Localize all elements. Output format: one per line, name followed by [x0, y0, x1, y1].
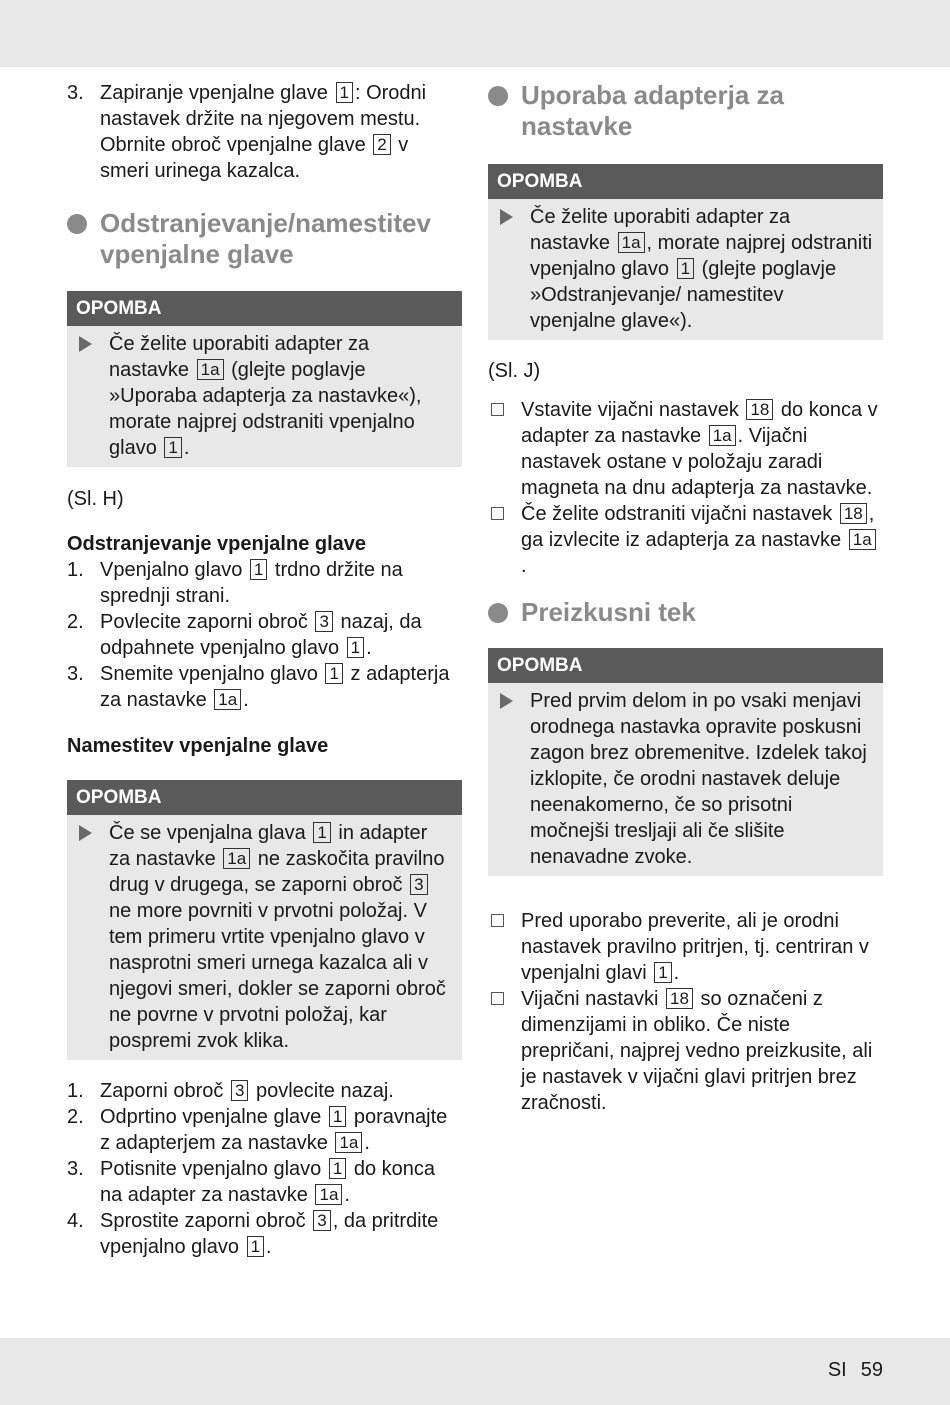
note-box — [488, 164, 883, 340]
note-title: OPOMBA — [67, 780, 462, 815]
list-text: Pred uporabo preverite, ali je orodni nastavek pravilno pritrjen, tj. centriran v vpenjalni glavi 1 . — [521, 910, 869, 984]
list-item — [488, 501, 883, 579]
note-title: OPOMBA — [67, 291, 462, 326]
note-body: Če se vpenjalna glava 1 in adapter za nastavke 1a ne zaskočita pravilno drug v drugega, se zaporni obroč 3 ne more povrniti v prvotni položaj. V tem primeru vrtite vpenjalno glavo v nasprotni smeri urnega kazalca ali v njegovi smeri, dokler se zaporni obroč ne povrne v prvotni položaj, kar pospremi zvok klika. — [67, 815, 462, 1060]
part-number-ref: 3 — [231, 1080, 248, 1101]
note-title: OPOMBA — [488, 648, 883, 683]
list-text: Vijačni nastavki 18 so označeni z dimenzijami in obliko. Če niste prepričani, najprej vedno preizkusite, ali je nastavek v vijačni glavi pritrjen brez zračnosti. — [521, 988, 873, 1114]
language-code: SI — [827, 1359, 847, 1381]
list-text: Če želite odstraniti vijačni nastavek 18 , ga izvlecite iz adapterja za nastavke 1a. — [521, 503, 875, 577]
section-heading: Uporaba adapterja za nastavke — [488, 80, 883, 142]
note-box — [67, 780, 462, 1060]
figure-ref: (Sl. H) — [67, 488, 124, 510]
installation-step-list — [67, 1078, 462, 1260]
closing-step-list — [67, 80, 462, 184]
square-bullet-icon — [491, 403, 504, 416]
left-column — [67, 80, 462, 1260]
list-item — [67, 1208, 462, 1260]
list-item — [67, 1156, 462, 1208]
square-bullet-icon — [491, 914, 504, 927]
part-number-ref: 1a — [618, 232, 645, 253]
part-number-ref: 1a — [849, 529, 876, 550]
part-number-ref: 1 — [247, 1236, 264, 1257]
note-body: Če želite uporabiti adapter za nastavke 1a (glejte poglavje »Uporaba adapterja za nastavke«), morate najprej odstraniti vpenjalno glavo 1 . — [67, 326, 462, 467]
section-heading: Preizkusni tek — [488, 597, 883, 628]
part-number-ref: 1 — [313, 822, 330, 843]
list-text: Vstavite vijačni nastavek 18 do konca v adapter za nastavke 1a . Vijačni nastavek ostane v položaju zaradi magneta na dnu adapterja za nastavke. — [521, 399, 878, 499]
part-number-ref: 1 — [336, 82, 353, 103]
list-item — [67, 1078, 462, 1104]
subheading: Odstranjevanje vpenjalne glave — [67, 533, 367, 555]
part-number-ref: 3 — [313, 1210, 330, 1231]
list-item — [488, 397, 883, 501]
bullet-dot-icon — [488, 86, 508, 106]
list-text: Odprtino vpenjalne glave 1 poravnajte z adapterjem za nastavke 1a . — [100, 1106, 448, 1154]
part-number-ref: 1 — [347, 637, 364, 658]
part-number-ref: 1a — [315, 1184, 342, 1205]
header-bar — [0, 0, 950, 67]
list-item — [67, 609, 462, 661]
part-number-ref: 1 — [677, 258, 694, 279]
list-item: 3. Zapiranje vpenjalne glave 1 : Orodni nastavek držite na njegovem mestu. Obrnite obroč vpenjalne glave 2 v smeri urinega kazalca. — [67, 82, 427, 182]
note-body: Če želite uporabiti adapter za nastavke 1a , morate najprej odstraniti vpenjalno glavo 1 (glejte poglavje »Odstranjevanje/ namestitev vpenjalne glave«). — [488, 199, 883, 340]
part-number-ref: 18 — [746, 399, 773, 420]
part-number-ref: 1a — [197, 359, 224, 380]
list-text: Povlecite zaporni obroč 3 nazaj, da odpahnete vpenjalno glavo 1 . — [100, 611, 422, 659]
part-number-ref: 1 — [164, 437, 181, 458]
part-number-ref: 1 — [329, 1106, 346, 1127]
square-bullet-icon — [491, 992, 504, 1005]
list-text: Zaporni obroč 3 povlecite nazaj. — [100, 1080, 394, 1102]
part-number-ref: 1a — [335, 1132, 362, 1153]
list-number: 4. — [67, 1210, 84, 1232]
footer-bar — [0, 1338, 950, 1405]
bullet-dot-icon — [488, 603, 508, 623]
part-number-ref: 18 — [840, 503, 867, 524]
part-number-ref: 1a — [709, 425, 736, 446]
bullet-dot-icon — [67, 214, 87, 234]
part-number-ref: 18 — [666, 988, 693, 1009]
list-item — [488, 908, 883, 986]
triangle-arrow-icon — [79, 336, 92, 352]
note-box — [488, 648, 883, 876]
list-text: Vpenjalno glavo 1 trdno držite na sprednji strani. — [100, 559, 403, 607]
list-item — [67, 661, 462, 713]
part-number-ref: 1 — [329, 1158, 346, 1179]
triangle-arrow-icon — [500, 209, 513, 225]
list-number: 1. — [67, 1080, 84, 1102]
part-number-ref: 1 — [654, 962, 671, 983]
part-number-ref: 1a — [214, 689, 241, 710]
triangle-arrow-icon — [500, 693, 513, 709]
list-text: Snemite vpenjalno glavo 1 z adapterja za nastavke 1a . — [100, 663, 450, 711]
list-number: 2. — [67, 1106, 84, 1128]
note-title: OPOMBA — [488, 164, 883, 199]
removal-step-list — [67, 557, 462, 713]
note-box — [67, 291, 462, 467]
part-number-ref: 1 — [250, 559, 267, 580]
page-number — [828, 1359, 883, 1382]
subheading: Namestitev vpenjalne glave — [67, 735, 329, 757]
list-number: 1. — [67, 559, 84, 581]
section-heading: Odstranjevanje/namestitev vpenjalne glave — [67, 208, 462, 270]
list-item — [488, 986, 883, 1116]
list-number: 2. — [67, 611, 84, 633]
page-number-value: 59 — [860, 1359, 883, 1381]
list-item — [67, 1104, 462, 1156]
right-column — [488, 80, 883, 1116]
list-text: Potisnite vpenjalno glavo 1 do konca na adapter za nastavke 1a . — [100, 1158, 436, 1206]
test-run-list — [488, 908, 883, 1116]
list-number: 3. — [67, 663, 84, 685]
list-text: Sprostite zaporni obroč 3 , da pritrdite vpenjalno glavo 1 . — [100, 1210, 439, 1258]
part-number-ref: 3 — [315, 611, 332, 632]
square-bullet-icon — [491, 507, 504, 520]
note-body: Pred prvim delom in po vsaki menjavi orodnega nastavka opravite poskusni zagon brez obremenitve. Izdelek takoj izklopite, če orodni nastavek deluje neenakomerno, če so prisotni močnejši tresljaji ali če slišite nenavadne zvoke. — [488, 683, 883, 876]
part-number-ref: 1a — [223, 848, 250, 869]
part-number-ref: 3 — [410, 874, 427, 895]
part-number-ref: 1 — [325, 663, 342, 684]
bit-instructions-list — [488, 397, 883, 579]
list-item — [67, 557, 462, 609]
part-number-ref: 2 — [373, 134, 390, 155]
triangle-arrow-icon — [79, 825, 92, 841]
list-number: 3. — [67, 1158, 84, 1180]
figure-ref: (Sl. J) — [488, 360, 541, 382]
